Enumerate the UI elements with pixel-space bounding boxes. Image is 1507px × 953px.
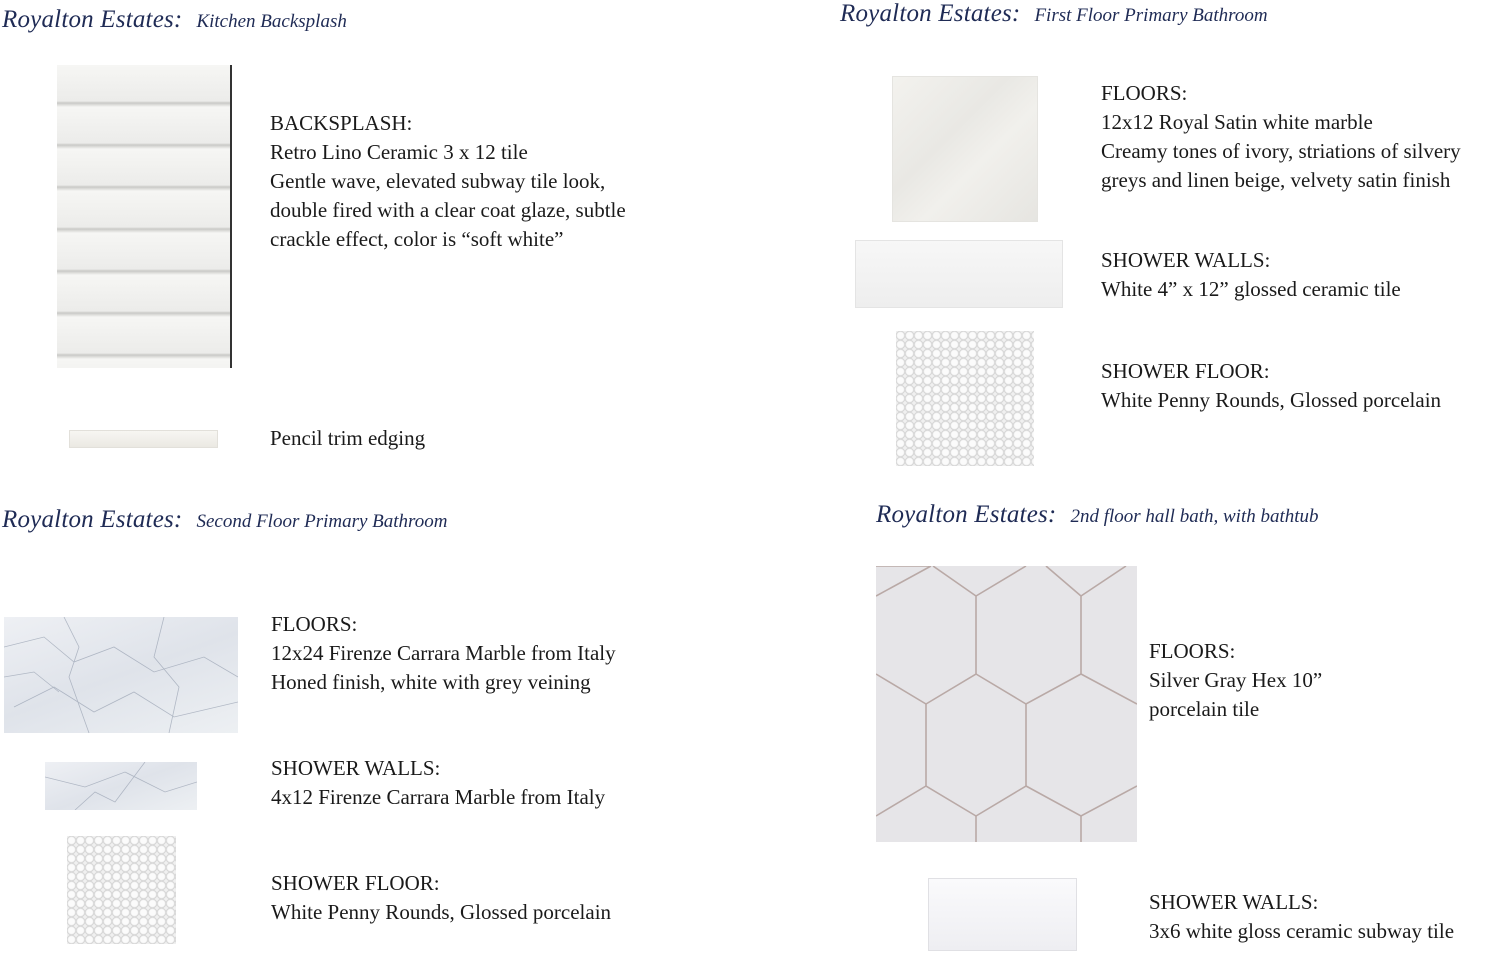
item-text: 4x12 Firenze Carrara Marble from Italy <box>271 785 606 809</box>
marble-veining <box>45 762 197 810</box>
section-heading-hall-bath <box>876 501 1319 529</box>
pencil-trim-description <box>270 424 425 453</box>
item-text: double fired with a clear coat glaze, subtle <box>270 198 626 222</box>
item-text: greys and linen beige, velvety satin finish <box>1101 168 1451 192</box>
item-text: Pencil trim edging <box>270 426 426 450</box>
item-text: Retro Lino Ceramic 3 x 12 tile <box>270 140 528 164</box>
marble-veining <box>4 617 238 733</box>
room-title: Second Floor Primary Bathroom <box>196 511 448 532</box>
brand-title: Royalton Estates: <box>2 6 183 33</box>
section-heading-second-floor <box>2 506 447 534</box>
brand-title: Royalton Estates: <box>2 506 183 533</box>
item-label: SHOWER FLOOR: <box>1101 359 1270 383</box>
item-text: Honed finish, white with grey veining <box>271 670 591 694</box>
item-label: FLOORS: <box>1149 639 1236 663</box>
item-text: 12x24 Firenze Carrara Marble from Italy <box>271 641 616 665</box>
item-text: White 4” x 12” glossed ceramic tile <box>1101 277 1401 301</box>
item-text: White Penny Rounds, Glossed porcelain <box>1101 388 1442 412</box>
hex-grout-pattern <box>876 566 1137 842</box>
silver-gray-hex-tile-image <box>876 566 1137 842</box>
item-label: SHOWER WALLS: <box>271 756 441 780</box>
item-text: Gentle wave, elevated subway tile look, <box>270 169 606 193</box>
white-subway-tile-image <box>928 878 1077 951</box>
pencil-trim-image <box>69 430 218 448</box>
item-text: crackle effect, color is “soft white” <box>270 227 564 251</box>
item-text: porcelain tile <box>1149 697 1260 721</box>
item-label: SHOWER FLOOR: <box>271 871 440 895</box>
room-title: First Floor Primary Bathroom <box>1034 5 1268 26</box>
item-label: FLOORS: <box>1101 81 1188 105</box>
item-text: 12x12 Royal Satin white marble <box>1101 110 1373 134</box>
section-heading-kitchen <box>2 6 347 34</box>
white-gloss-wall-tile-image <box>855 240 1063 308</box>
hall-bath-shower-walls-description <box>1149 888 1454 946</box>
item-text: Creamy tones of ivory, striations of silvery <box>1101 139 1461 163</box>
royal-satin-marble-image <box>892 76 1038 222</box>
carrara-marble-wall-image <box>45 762 197 810</box>
room-title: 2nd floor hall bath, with bathtub <box>1070 506 1319 527</box>
first-floor-shower-floor-description <box>1101 357 1441 415</box>
second-floor-floors-description <box>271 610 616 697</box>
item-text: Silver Gray Hex 10” <box>1149 668 1323 692</box>
penny-rounds-image <box>67 836 176 944</box>
first-floor-shower-walls-description <box>1101 246 1401 304</box>
hall-bath-floors-description <box>1149 637 1322 724</box>
item-label: BACKSPLASH: <box>270 111 413 135</box>
item-text: 3x6 white gloss ceramic subway tile <box>1149 919 1455 943</box>
item-label: SHOWER WALLS: <box>1101 248 1271 272</box>
penny-rounds-image <box>896 331 1034 466</box>
room-title: Kitchen Backsplash <box>196 11 347 32</box>
brand-title: Royalton Estates: <box>840 0 1021 27</box>
carrara-marble-floor-image <box>4 617 238 733</box>
second-floor-shower-walls-description <box>271 754 605 812</box>
second-floor-shower-floor-description <box>271 869 611 927</box>
section-heading-first-floor <box>840 0 1268 28</box>
item-text: White Penny Rounds, Glossed porcelain <box>271 900 612 924</box>
first-floor-floors-description <box>1101 79 1461 195</box>
backsplash-description <box>270 109 626 254</box>
item-label: FLOORS: <box>271 612 358 636</box>
brand-title: Royalton Estates: <box>876 501 1057 528</box>
item-label: SHOWER WALLS: <box>1149 890 1319 914</box>
backsplash-tile-image <box>57 65 232 368</box>
